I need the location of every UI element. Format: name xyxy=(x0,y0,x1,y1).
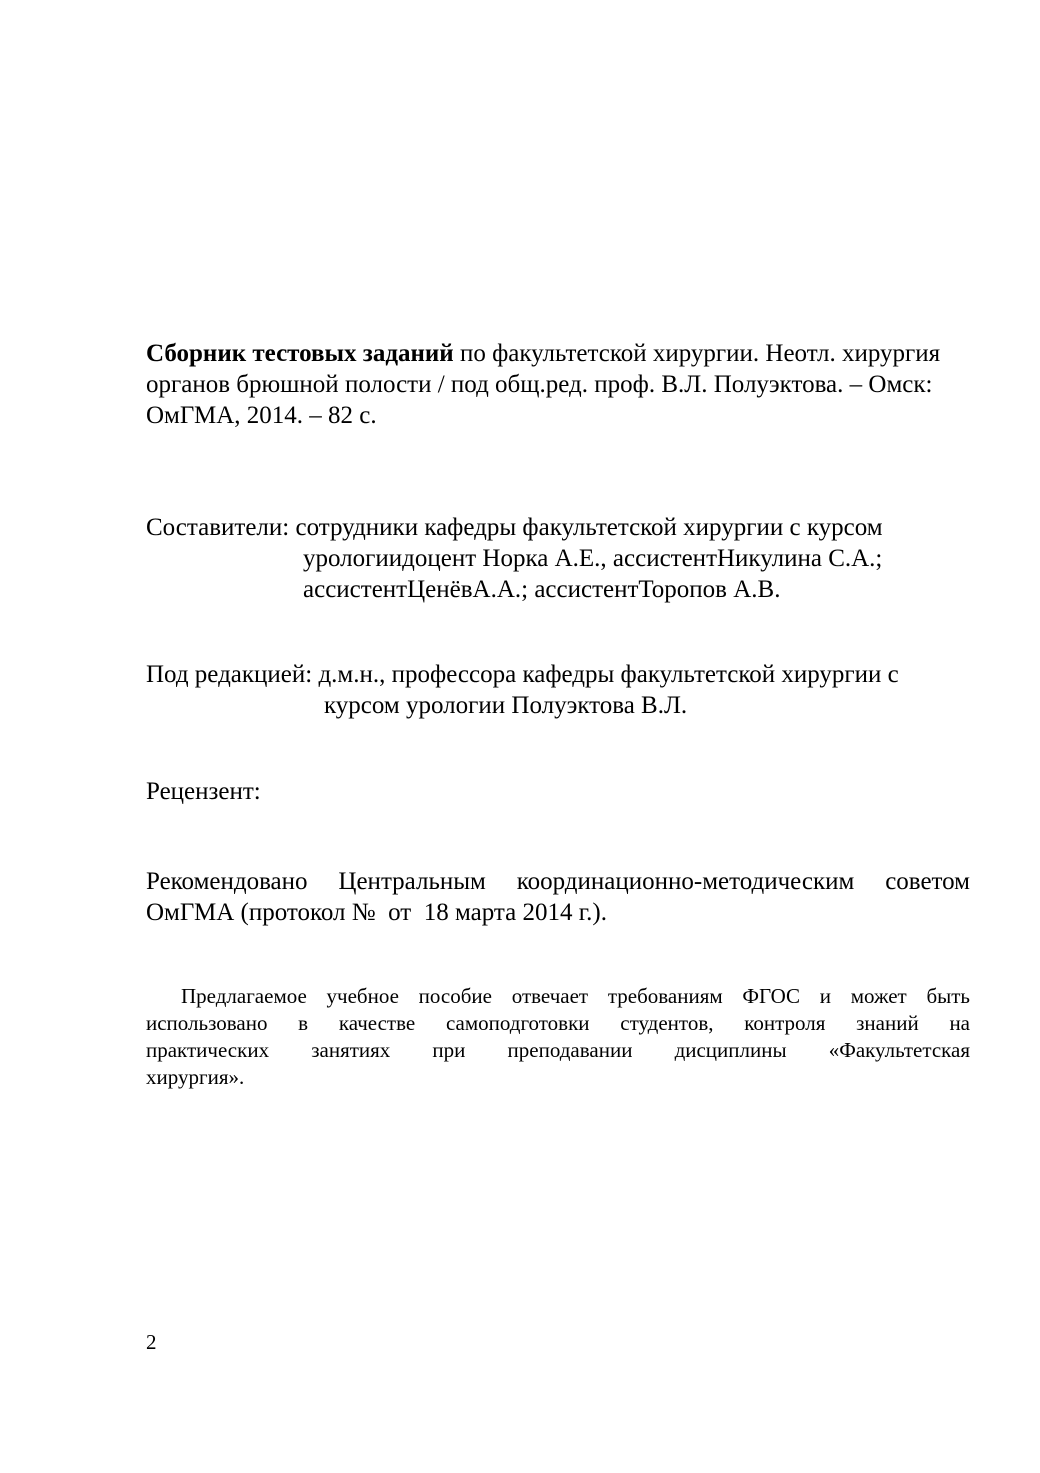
annotation-line-3: практических занятиях при преподавании дисциплины «Факультетская xyxy=(146,1038,970,1062)
editor-line-1: Под редакцией: д.м.н., профессора кафедры факультетской хирургии с xyxy=(146,661,899,688)
annotation-line-1: Предлагаемое учебное пособие отвечает требованиям ФГОС и может быть xyxy=(181,984,970,1008)
reviewer-section xyxy=(146,776,970,807)
annotation-line-4: хирургия». xyxy=(146,1065,245,1089)
bibliographic-line-3: ОмГМА, 2014. – 82 с. xyxy=(146,402,377,429)
annotation-line-2: использовано в качестве самоподготовки студентов, контроля знаний на xyxy=(146,1011,970,1035)
compilers-line-2: урологиидоцент Норка А.Е., ассистентНикулина С.А.; xyxy=(303,545,883,572)
bibliographic-line-1 xyxy=(146,338,970,369)
page-number: 2 xyxy=(146,1330,157,1354)
editor-section xyxy=(146,659,970,721)
bibliographic-line-2: органов брюшной полости / под общ.ред. проф. В.Л. Полуэктова. – Омск: xyxy=(146,371,933,398)
bibliographic-description xyxy=(146,338,970,431)
compilers-section xyxy=(146,512,970,605)
annotation-paragraph xyxy=(146,983,970,1091)
recommendation-line-2: ОмГМА (протокол № от 18 марта 2014 г.). xyxy=(146,899,607,926)
recommendation-line-1: Рекомендовано Центральным координационно-методическим советом xyxy=(146,868,970,895)
editor-line-2: курсом урологии Полуэктова В.Л. xyxy=(324,692,688,719)
reviewer-label: Рецензент: xyxy=(146,778,261,805)
compilers-line-1: Составители: сотрудники кафедры факультетской хирургии с курсом xyxy=(146,514,883,541)
bibliographic-line-1-rest: по факультетской хирургии. Неотл. хирургия xyxy=(453,340,941,367)
book-title: Сборник тестовых заданий xyxy=(146,340,454,367)
compilers-line-3: ассистентЦенёвА.А.; ассистентТоропов А.В. xyxy=(303,576,781,603)
recommendation-section xyxy=(146,866,970,928)
